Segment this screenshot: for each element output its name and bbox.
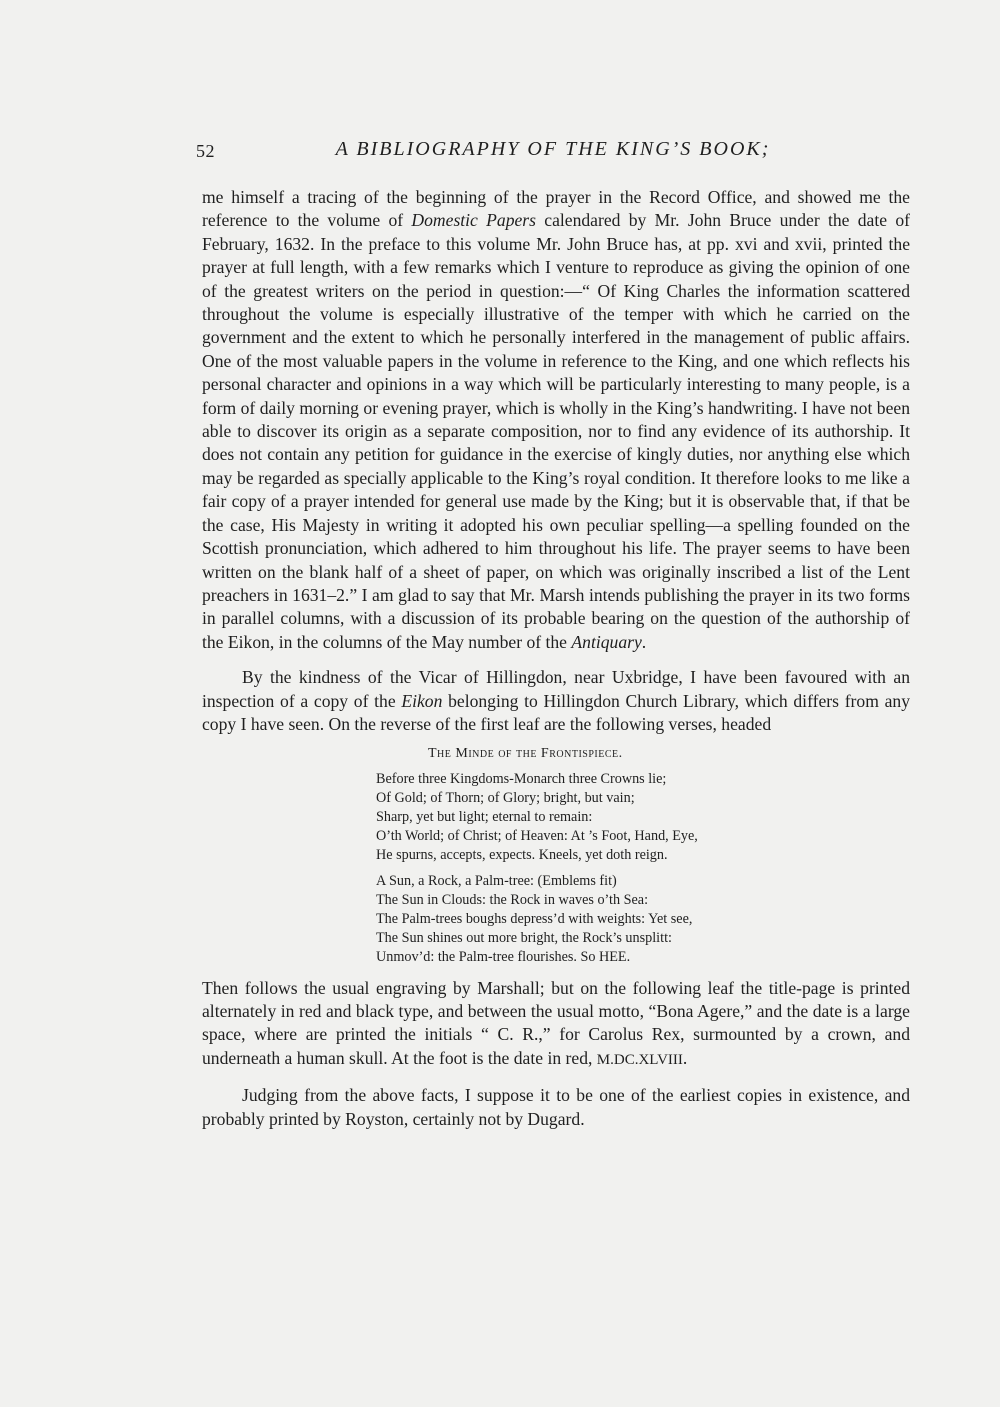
verse-block <box>202 744 910 967</box>
verse-line: He spurns, accepts, expects. Kneels, yet doth reign. <box>376 847 668 864</box>
verse-line: Sharp, yet but light; eternal to remain: <box>376 808 593 825</box>
paragraph-text: . <box>641 631 647 652</box>
paragraph-conclusion: Judging from the above facts, I suppose it to be one of the earliest copies in existence, and probably printed by Royston, certainly not by Dugard. <box>202 1085 910 1129</box>
paragraph-text: Then follows the usual engraving by Marshall; but on the following leaf the title-page is printed alternately in red and black type, and between the usual motto, “Bona Agere,” and the date is a large space, where are printed the initials “ C. R.,” for Carolus Rex, surmounted by a crown, and underneath a human skull. At the foot is the date in red, <box>202 977 910 1068</box>
paragraph-text: . <box>682 1047 688 1068</box>
verse-heading: The Minde of the Frontispiece. <box>428 746 623 762</box>
verse-line: The Sun shines out more bright, the Rock’s unsplitt: <box>376 930 672 947</box>
stanza-2 <box>376 872 910 968</box>
running-head <box>196 138 910 168</box>
paragraph-prayer-discussion <box>202 186 910 654</box>
verse-line: Of Gold; of Thorn; of Glory; bright, but vain; <box>376 789 635 806</box>
verse-line: Unmov’d: the Palm-tree flourishes. So HEE. <box>376 949 631 966</box>
italic-title-domestic-papers: Domestic Papers <box>411 210 536 231</box>
date-smallcaps: M.DC.XLVIII <box>596 1051 683 1068</box>
italic-title-antiquary: Antiquary <box>571 631 642 652</box>
running-head-title: A BIBLIOGRAPHY OF THE KING’S BOOK; <box>335 138 771 160</box>
verse-line: Before three Kingdoms-Monarch three Crowns lie; <box>376 770 667 787</box>
paragraph-title-page-description <box>202 977 910 1073</box>
paragraph-text: me himself a tracing of the beginning of the prayer in the Record Office, and showed me the reference to the volume of <box>202 187 910 231</box>
paragraph-text: belonging to Hillingdon Church Library, which differs from any copy I have seen. On the reverse of the first leaf are the following verses, headed <box>202 690 910 734</box>
verse-line: The Sun in Clouds: the Rock in waves o’th Sea: <box>376 891 649 908</box>
paragraph-hillingdon-copy <box>202 666 910 736</box>
page-number: 52 <box>196 141 215 161</box>
stanza-1 <box>376 770 910 866</box>
italic-title-eikon: Eikon <box>401 690 443 711</box>
verse-line: A Sun, a Rock, a Palm-tree: (Emblems fit) <box>376 872 617 889</box>
paragraph-text: calendared by Mr. John Bruce under the date of February, 1632. In the preface to this volume Mr. John Bruce has, at pp. xvi and xvii, printed the prayer at full length, with a few remarks which I venture to reproduce as giving the opinion of one of the greatest writers on the period in question:—“ Of King Charles the information scattered throughout the volume is especially illustrative of the temper with which he carried on the government and the extent to which he personally interfered in the management of public affairs. One of the most valuable papers in the volume in reference to the King, and one which reflects his personal character and opinions in a way which will be particularly interesting to many people, is a form of daily morning or evening prayer, which is wholly in the King’s handwriting. I have not been able to discover its origin as a separate composition, nor to find any evidence of its authorship. It does not contain any petition for guidance in the exercise of kingly duties, nor anything else which may be regarded as specially applicable to the King’s royal condition. It therefore looks to me like a fair copy of a prayer intended for general use made by the King; but it is observable that, if that be the case, His Majesty in writing it adopted his own peculiar spelling—a spelling founded on the Scottish pronunciation, which adhered to him throughout his life. The prayer seems to have been written on the blank half of a sheet of paper, on which was originally inscribed a list of the Lent preachers in 1631–2.” I am glad to say that Mr. Marsh intends publishing the prayer in its two forms in parallel columns, with a discussion of its probable bearing on the question of the authorship of the Eikon, in the columns of the May number of the <box>202 210 910 652</box>
body-text <box>202 186 910 1131</box>
verse-line: The Palm-trees boughs depress’d with weights: Yet see, <box>376 910 693 927</box>
verse-line: O’th World; of Christ; of Heaven: At ’s Foot, Hand, Eye, <box>376 828 698 845</box>
paragraph-text: By the kindness of the Vicar of Hillingdon, near Uxbridge, I have been favoured with an inspection of a copy of the <box>202 667 910 711</box>
